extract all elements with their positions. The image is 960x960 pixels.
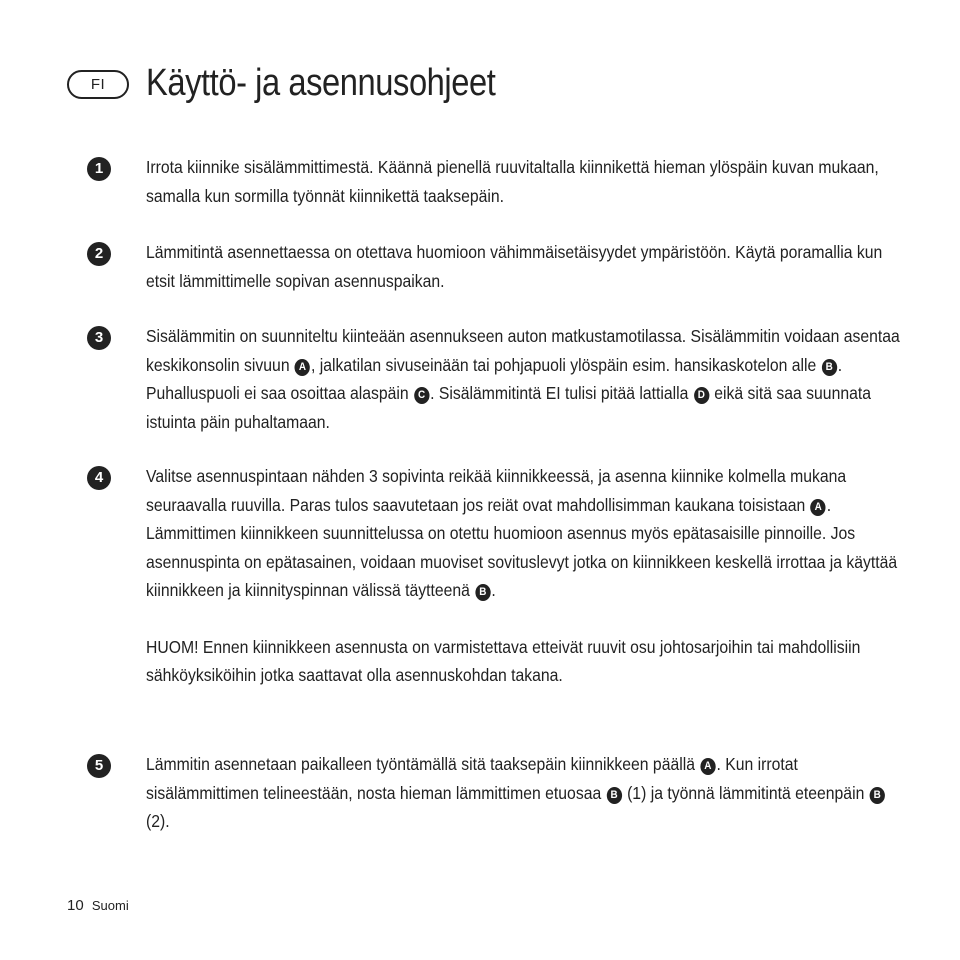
paragraph-text: . <box>491 580 496 600</box>
paragraph-text: Sisälämmitin on suunniteltu kiinteään asennukseen auton matkustamotilassa. Sisälämmitin voidaan asentaa keskikonsolin sivuun <box>146 326 900 375</box>
paragraph-text: (1) ja työnnä lämmitintä eteenpäin <box>622 782 869 803</box>
paragraph-text: . Sisälämmitintä EI tulisi pitää lattialla <box>430 383 693 403</box>
step-paragraph <box>146 238 900 295</box>
step-body <box>146 153 901 210</box>
paragraph-text: Irrota kiinnike sisälämmittimestä. Käännä pienellä ruuvitaltalla kiinnikettä hieman ylöspäin kuvan mukaan, samalla kun sormilla työnnät kiinnikettä taaksepäin. <box>146 157 879 206</box>
reference-d-icon: D <box>694 387 709 404</box>
step-paragraph <box>146 750 900 836</box>
step-number-2-icon: 2 <box>87 242 111 266</box>
step-number-3-icon: 3 <box>87 326 111 350</box>
step-number-4-icon: 4 <box>87 466 111 490</box>
language-badge: FI <box>67 70 129 99</box>
page-footer <box>67 896 129 916</box>
step-body <box>146 750 901 836</box>
reference-b-icon: B <box>870 787 885 804</box>
paragraph-text: Lämmitin asennetaan paikalleen työntämällä sitä taaksepäin kiinnikkeen päällä <box>146 754 700 774</box>
reference-b-icon: B <box>822 359 837 376</box>
step-body <box>146 322 901 436</box>
paragraph-text: Valitse asennuspintaan nähden 3 sopivinta reikää kiinnikkeessä, ja asenna kiinnike kolmella mukana seuraavalla ruuvilla. Paras tulos saavutetaan jos reiät ovat mahdollisimman kaukana toisistaan <box>146 466 847 515</box>
step-paragraph <box>146 322 900 436</box>
step-body <box>146 462 901 690</box>
page-title: Käyttö- ja asennusohjeet <box>146 62 496 104</box>
paragraph-text: HUOM! Ennen kiinnikkeen asennusta on varmistettava etteivät ruuvit osu johtosarjoihin tai mahdollisiin sähköyksiköihin jotka saattavat olla asennuskohdan takana. <box>146 636 861 685</box>
step-paragraph <box>146 153 900 210</box>
reference-a-icon: A <box>700 758 715 775</box>
reference-c-icon: C <box>414 387 429 404</box>
step-number-5-icon: 5 <box>87 754 111 778</box>
paragraph-text: eikä sitä saa suunnata istuinta päin puhaltamaan. <box>146 383 871 432</box>
reference-b-icon: B <box>606 787 621 804</box>
paragraph-text: . Puhalluspuoli ei saa osoittaa alaspäin <box>146 354 843 403</box>
paragraph-text: (2). <box>146 811 170 831</box>
step-paragraph <box>146 462 900 605</box>
paragraph-text: , jalkatilan sivuseinään tai pohjapuoli ylöspäin esim. hansikaskotelon alle <box>311 354 821 375</box>
page-number: 10 <box>67 897 84 914</box>
paragraph-text: . Lämmittimen kiinnikkeen suunnittelussa on otettu huomioon asennus myös epätasaisille pinnoille. Jos asennuspinta on epätasainen, voidaan muoviset sovituslevyt jotka on kiinnikkeen keskellä irrottaa ja käyttää kiinnikkeen ja kiinnityspinnan välissä täytteenä <box>146 494 898 600</box>
step-paragraph <box>146 633 900 690</box>
step-number-1-icon: 1 <box>87 157 111 181</box>
reference-a-icon: A <box>295 359 310 376</box>
step-body <box>146 238 901 295</box>
paragraph-text: . Kun irrotat sisälämmittimen telineestään, nosta hieman lämmittimen etuosaa <box>146 754 798 803</box>
footer-language: Suomi <box>91 898 129 913</box>
paragraph-text: Lämmitintä asennettaessa on otettava huomioon vähimmäisetäisyydet ympäristöön. Käytä poramallia kun etsit lämmittimelle sopivan asennuspaikan. <box>146 242 883 291</box>
reference-b-icon: B <box>475 584 490 601</box>
reference-a-icon: A <box>811 499 826 516</box>
